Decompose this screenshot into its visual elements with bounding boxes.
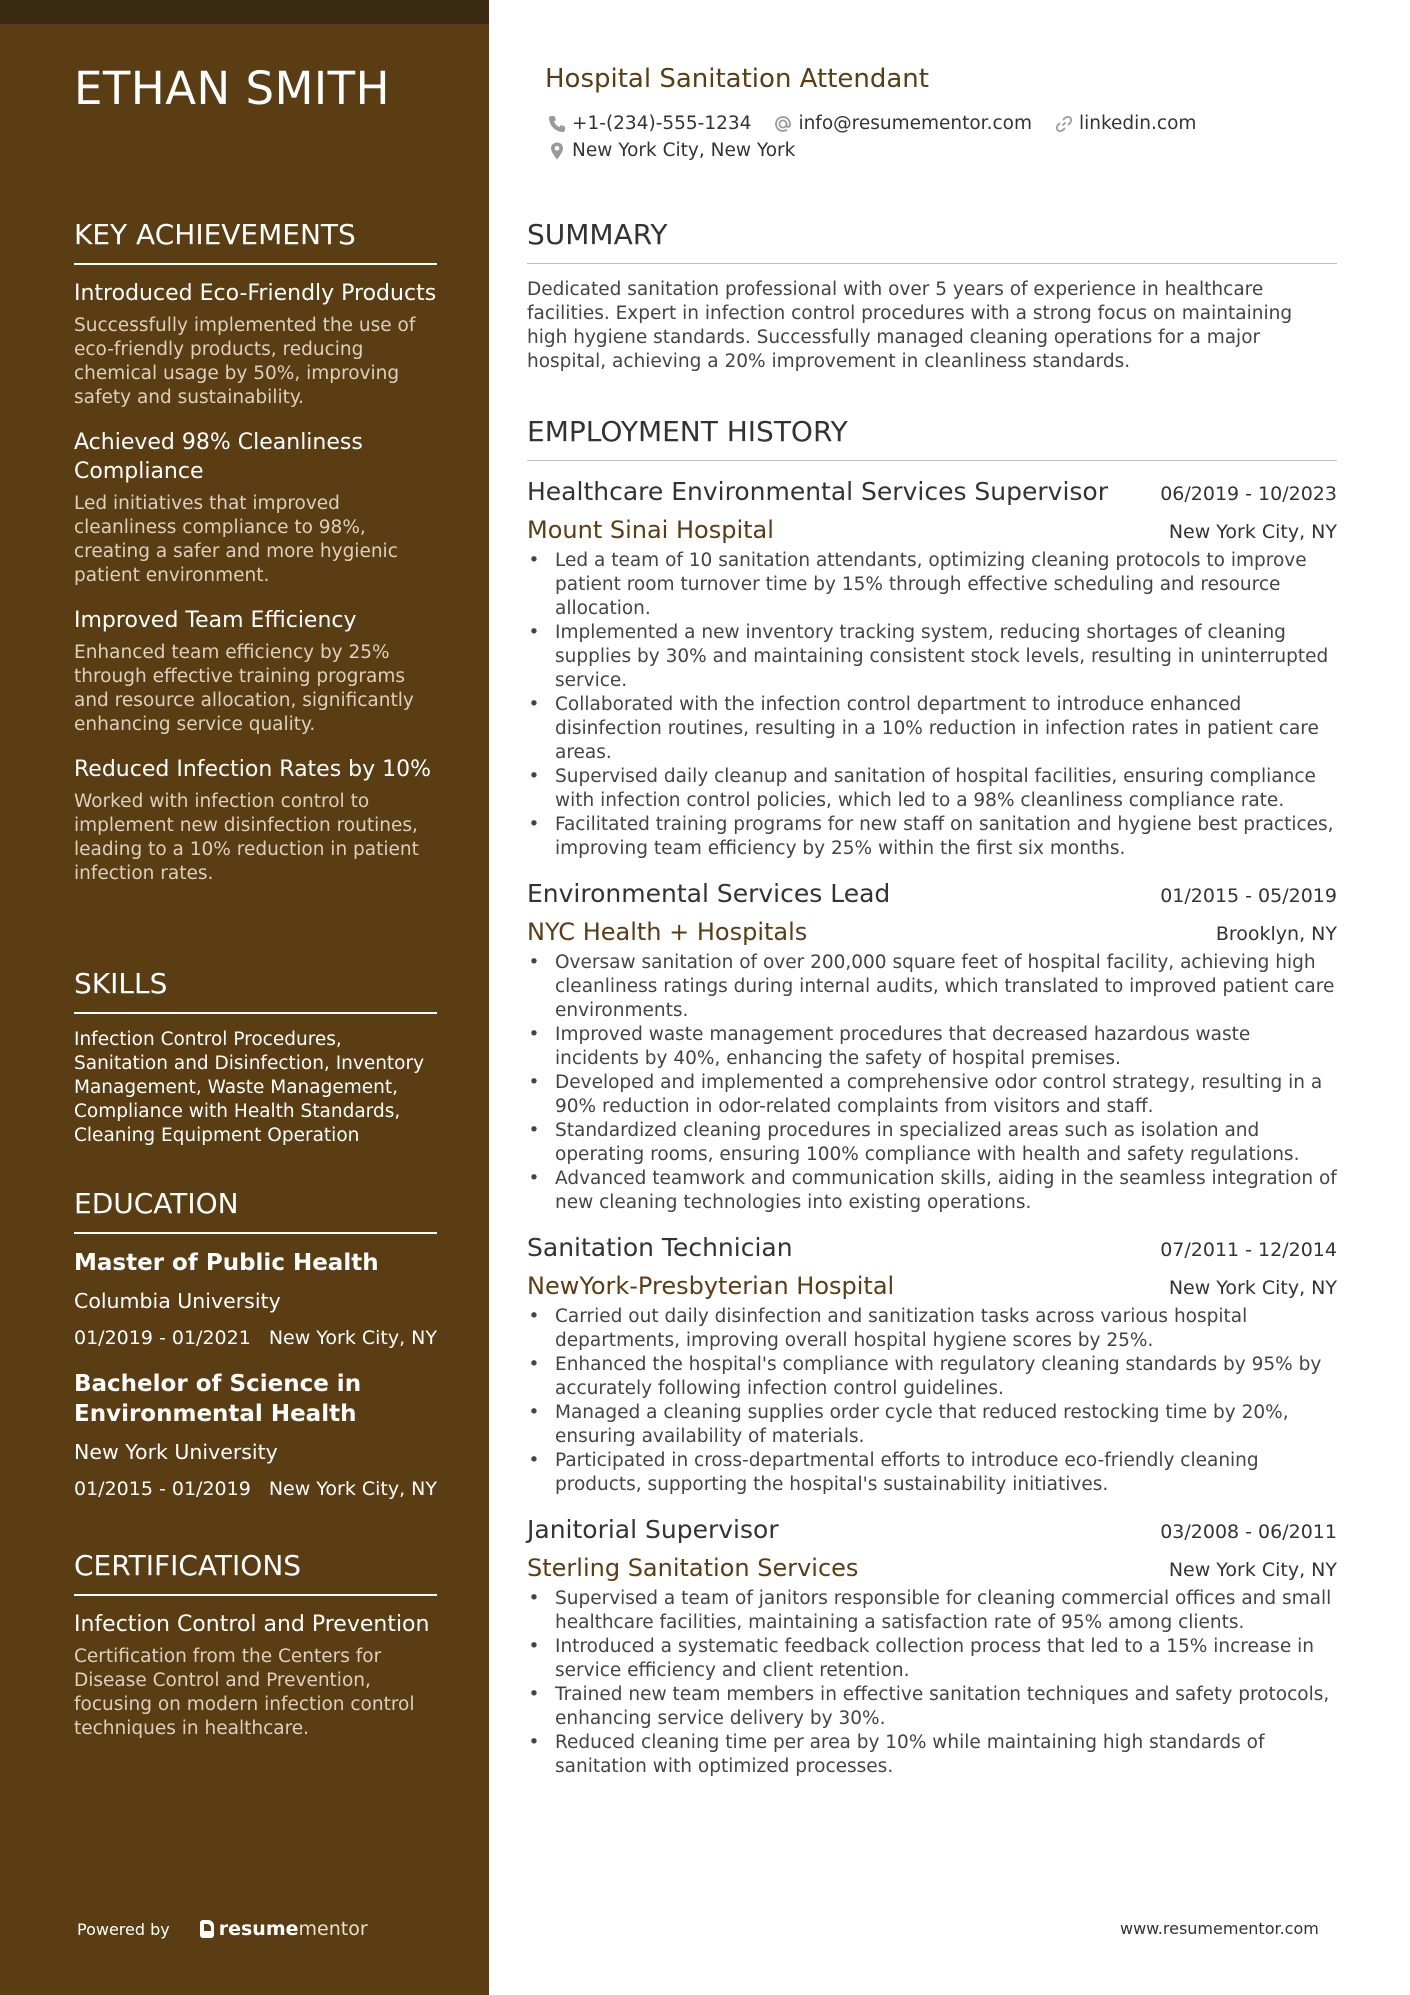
achievement-title: Improved Team Efficiency [74,608,357,633]
job-bullet: • Managed a cleaning supplies order cycle that reduced restocking time by 20%, ensuring availability of materials. [555,1401,1337,1449]
location-pin-icon [547,141,567,161]
job-bullet: • Implemented a new inventory tracking system, reducing shortages of cleaning supplies by 30% and maintaining consistent stock levels, resulting in uninterrupted service. [555,621,1337,693]
education-location: New York City, NY [268,1327,437,1349]
job-bullet: • Developed and implemented a comprehensive odor control strategy, resulting in a 90% reduction in odor-related complaints from visitors and staff. [555,1071,1337,1119]
education-item [74,1369,437,1502]
brand-logo[interactable] [200,1918,368,1940]
brand-name-bold: resume [218,1918,299,1940]
education-dates: 01/2015 - 01/2019 [74,1478,251,1500]
education-meta [74,1325,437,1351]
contact-email[interactable] [773,113,1032,134]
job-entry [527,475,1337,861]
job-company: NewYork-Presbyterian Hospital [527,1272,895,1300]
summary-section [527,218,1337,374]
education-school: New York University [74,1440,278,1464]
education-location: New York City, NY [268,1478,437,1500]
phone-icon [547,114,567,134]
job-bullet: • Led a team of 10 sanitation attendants, optimizing cleaning protocols to improve patient room turnover time by 15% through effective scheduling and resource allocation. [555,549,1337,621]
job-bullet: • Reduced cleaning time per area by 10% while maintaining high standards of sanitation with optimized processes. [555,1731,1337,1779]
certification-title: Infection Control and Prevention [74,1612,430,1637]
achievement-desc: Worked with infection control to implement new disinfection routines, leading to a 10% reduction in patient infection rates. [74,791,419,884]
education-school: Columbia University [74,1289,281,1313]
education-heading: EDUCATION [74,1187,437,1234]
job-company: NYC Health + Hospitals [527,918,808,946]
contact-row [547,113,1218,134]
powered-by [77,1918,368,1940]
candidate-name: ETHAN SMITH [74,62,390,115]
job-bullet: • Enhanced the hospital's compliance with regulatory cleaning standards by 95% by accurately following infection control guidelines. [555,1353,1337,1401]
job-bullet: • Facilitated training programs for new staff on sanitation and hygiene best practices, improving team efficiency by 25% within the first six months. [555,813,1337,861]
job-bullets [527,1587,1337,1779]
education-section [74,1187,437,1502]
summary-text: Dedicated sanitation professional with over 5 years of experience in healthcare facilities. Expert in infection control procedures with a strong focus on maintaining high hygiene standards. Successfully managed cleaning operations for a major hospital, achieving a 20% improvement in cleanliness standards. [527,279,1293,372]
education-meta [74,1476,437,1502]
skills-heading: SKILLS [74,967,437,1014]
achievement-title: Reduced Infection Rates by 10% [74,757,432,782]
job-bullet: • Introduced a systematic feedback collection process that led to a 15% increase in service efficiency and client retention. [555,1635,1337,1683]
sidebar-top-bar [0,0,489,24]
job-bullet: • Carried out daily disinfection and sanitization tasks across various hospital departments, improving overall hospital hygiene scores by 25%. [555,1305,1337,1353]
job-dates: 06/2019 - 10/2023 [1160,483,1337,505]
education-degree: Master of Public Health [74,1250,379,1276]
achievement-title: Introduced Eco-Friendly Products [74,281,437,306]
job-position: Healthcare Environmental Services Supervisor [527,477,1109,506]
job-location: New York City, NY [1168,1277,1337,1299]
skills-list: Infection Control Procedures, Sanitation and Disinfection, Inventory Management, Waste Management, Compliance with Health Standards, Cleaning Equipment Operation [74,1029,425,1146]
location-row [547,140,817,161]
job-bullet: • Oversaw sanitation of over 200,000 square feet of hospital facility, achieving high cleanliness ratings during internal audits, which translated to improved patient care environments. [555,951,1337,1023]
achievement-item [74,755,437,886]
job-bullets [527,549,1337,861]
job-dates: 03/2008 - 06/2011 [1160,1521,1337,1543]
job-bullet: • Improved waste management procedures that decreased hazardous waste incidents by 40%, enhancing the safety of hospital premises. [555,1023,1337,1071]
job-position: Sanitation Technician [527,1233,793,1262]
website-link[interactable]: www.resumementor.com [1120,1919,1319,1938]
job-entry [527,1231,1337,1497]
powered-by-label: Powered by [77,1919,170,1939]
job-bullet: • Advanced teamwork and communication skills, aiding in the seamless integration of new cleaning technologies into existing operations. [555,1167,1337,1215]
brand-name-light: mentor [298,1918,368,1940]
job-position: Janitorial Supervisor [527,1515,779,1544]
at-sign-icon [773,114,793,134]
job-entry [527,877,1337,1215]
certifications-section [74,1549,437,1759]
job-location: Brooklyn, NY [1215,923,1337,945]
target-job-title: Hospital Sanitation Attendant [545,64,929,94]
achievement-desc: Enhanced team efficiency by 25% through effective training programs and resource allocation, significantly enhancing service quality. [74,642,414,735]
job-company: Sterling Sanitation Services [527,1554,859,1582]
contact-phone[interactable] [547,113,751,134]
education-item [74,1248,437,1351]
link-icon [1054,114,1074,134]
key-achievements-section [74,218,437,904]
job-entry [527,1513,1337,1779]
brand-mark-icon [200,1920,214,1938]
employment-section [527,415,1337,1795]
achievement-desc: Successfully implemented the use of eco-friendly products, reducing chemical usage by 50%, improving safety and sustainability. [74,315,416,408]
achievement-desc: Led initiatives that improved cleanliness compliance to 98%, creating a safer and more hygienic patient environment. [74,493,398,586]
job-bullet: • Collaborated with the infection control department to introduce enhanced disinfection routines, resulting in a 10% reduction in infection rates in patient care areas. [555,693,1337,765]
achievement-item [74,606,437,737]
email-text: info@resumementor.com [798,113,1032,134]
employment-heading: EMPLOYMENT HISTORY [527,415,1337,461]
education-dates: 01/2019 - 01/2021 [74,1327,251,1349]
job-bullets [527,951,1337,1215]
contact-linkedin[interactable] [1054,113,1196,134]
achievement-item [74,279,437,410]
job-company: Mount Sinai Hospital [527,516,774,544]
job-bullet: • Participated in cross-departmental efforts to introduce eco-friendly cleaning products, supporting the hospital's sustainability initiatives. [555,1449,1337,1497]
achievement-item [74,428,437,588]
phone-text: +1-(234)-555-1234 [572,113,752,134]
contact-location [547,140,795,161]
job-dates: 07/2011 - 12/2014 [1160,1239,1337,1261]
certifications-heading: CERTIFICATIONS [74,1549,437,1596]
job-bullet: • Standardized cleaning procedures in specialized areas such as isolation and operating rooms, ensuring 100% compliance with health and safety regulations. [555,1119,1337,1167]
certification-desc: Certification from the Centers for Disease Control and Prevention, focusing on modern infection control techniques in healthcare. [74,1646,415,1739]
linkedin-text: linkedin.com [1078,113,1197,134]
achievement-title: Achieved 98% Cleanliness Compliance [74,430,363,484]
certification-item [74,1610,437,1741]
job-bullet: • Trained new team members in effective sanitation techniques and safety protocols, enhancing service delivery by 30%. [555,1683,1337,1731]
job-dates: 01/2015 - 05/2019 [1160,885,1337,907]
location-text: New York City, New York [572,140,796,161]
job-location: New York City, NY [1168,1559,1337,1581]
job-position: Environmental Services Lead [527,879,891,908]
skills-section [74,967,437,1148]
sidebar [0,0,489,1995]
job-location: New York City, NY [1168,521,1337,543]
key-achievements-heading: KEY ACHIEVEMENTS [74,218,437,265]
job-bullet: • Supervised a team of janitors responsible for cleaning commercial offices and small healthcare facilities, maintaining a satisfaction rate of 95% among clients. [555,1587,1337,1635]
job-bullets [527,1305,1337,1497]
education-degree: Bachelor of Science in Environmental Health [74,1371,362,1427]
summary-heading: SUMMARY [527,218,1337,264]
job-bullet: • Supervised daily cleanup and sanitation of hospital facilities, ensuring compliance with infection control policies, which led to a 98% cleanliness compliance rate. [555,765,1337,813]
